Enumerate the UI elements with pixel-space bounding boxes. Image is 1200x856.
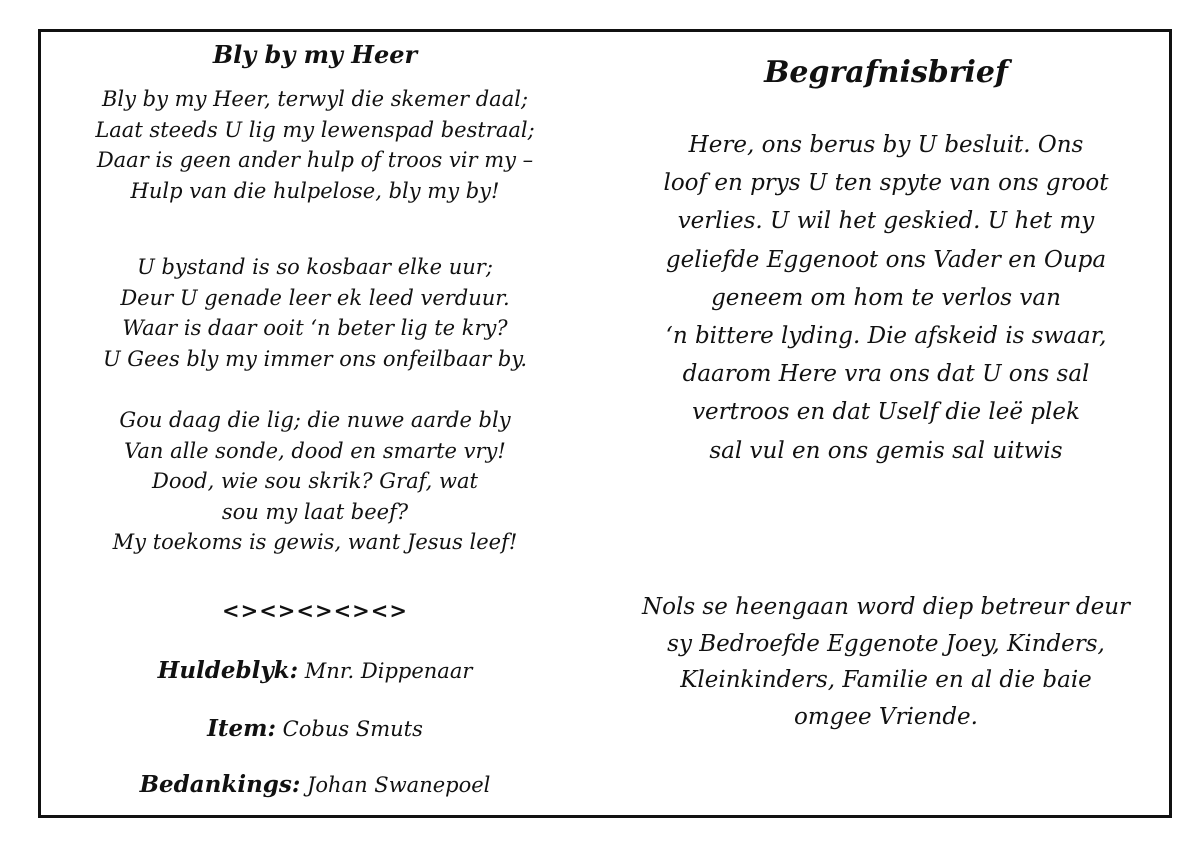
poem-line: Hulp van die hulpelose, bly my by! <box>130 178 500 203</box>
letter-line: Nols se heengaan word diep betreur deur <box>641 594 1131 620</box>
credit-value: Johan Swanepoel <box>307 773 491 797</box>
credit-tribute <box>44 656 586 686</box>
ornament-divider: <><><><><> <box>222 598 408 623</box>
poem-line: Dood, wie sou skrik? Graf, wat <box>152 469 478 493</box>
letter-title: Begrafnisbrief <box>764 55 1008 90</box>
letter-paragraph-2 <box>622 589 1150 735</box>
poem-line: U bystand is so kosbaar elke uur; <box>137 255 493 279</box>
credit-thanks <box>44 770 586 800</box>
letter-line: Here, ons berus by U besluit. Ons <box>688 132 1084 158</box>
letter-line: loof en prys U ten spyte van ons groot <box>663 170 1109 197</box>
letter-line: vertroos en dat Uself die leë plek <box>692 399 1080 426</box>
poem-line: Bly by my Heer, terwyl die skemer daal; <box>101 87 529 111</box>
poem-line: Daar is geen ander hulp of troos vir my – <box>96 148 534 172</box>
credit-label: Item: <box>207 715 276 742</box>
letter-line: sy Bedroefde Eggenote Joey, Kinders, <box>667 630 1105 657</box>
poem-line: My toekoms is gewis, want Jesus leef! <box>112 530 518 554</box>
credit-label: Bedankings: <box>139 771 301 798</box>
credit-value: Mnr. Dippenaar <box>304 659 473 683</box>
poem-stanza-1 <box>44 84 586 206</box>
credit-item <box>44 714 586 744</box>
letter-line: ‘n bittere lyding. Die afskeid is swaar, <box>665 323 1107 350</box>
poem-stanza-2 <box>44 252 586 374</box>
poem-line: Van alle sonde, dood en smarte vry! <box>124 438 506 463</box>
letter-line: verlies. U wil het geskied. U het my <box>677 208 1095 235</box>
letter-paragraph-1 <box>622 126 1150 470</box>
letter-line: sal vul en ons gemis sal uitwis <box>709 437 1063 464</box>
letter-line: omgee Vriende. <box>794 703 978 730</box>
credit-value: Cobus Smuts <box>282 717 423 741</box>
letter-line: geliefde Eggenoot ons Vader en Oupa <box>665 246 1107 273</box>
poem-line: Deur U genade leer ek leed verduur. <box>120 285 510 310</box>
letter-line: daarom Here vra ons dat U ons sal <box>682 361 1090 388</box>
poem-line: sou my laat beef? <box>221 499 409 524</box>
poem-line: Waar is daar ooit ‘n beter lig te kry? <box>122 316 508 340</box>
poem-line: Laat steeds U lig my lewenspad bestraal; <box>95 117 535 142</box>
credit-label: Huldeblyk: <box>157 657 299 684</box>
letter-line: geneem om hom te verlos van <box>711 284 1061 311</box>
poem-line: U Gees bly my immer ons onfeilbaar by. <box>102 346 528 371</box>
poem-stanza-3 <box>44 405 586 558</box>
poem-title: Bly by my Heer <box>212 40 418 69</box>
letter-line: Kleinkinders, Familie en al die baie <box>680 667 1092 693</box>
poem-line: Gou daag die lig; die nuwe aarde bly <box>119 408 511 432</box>
